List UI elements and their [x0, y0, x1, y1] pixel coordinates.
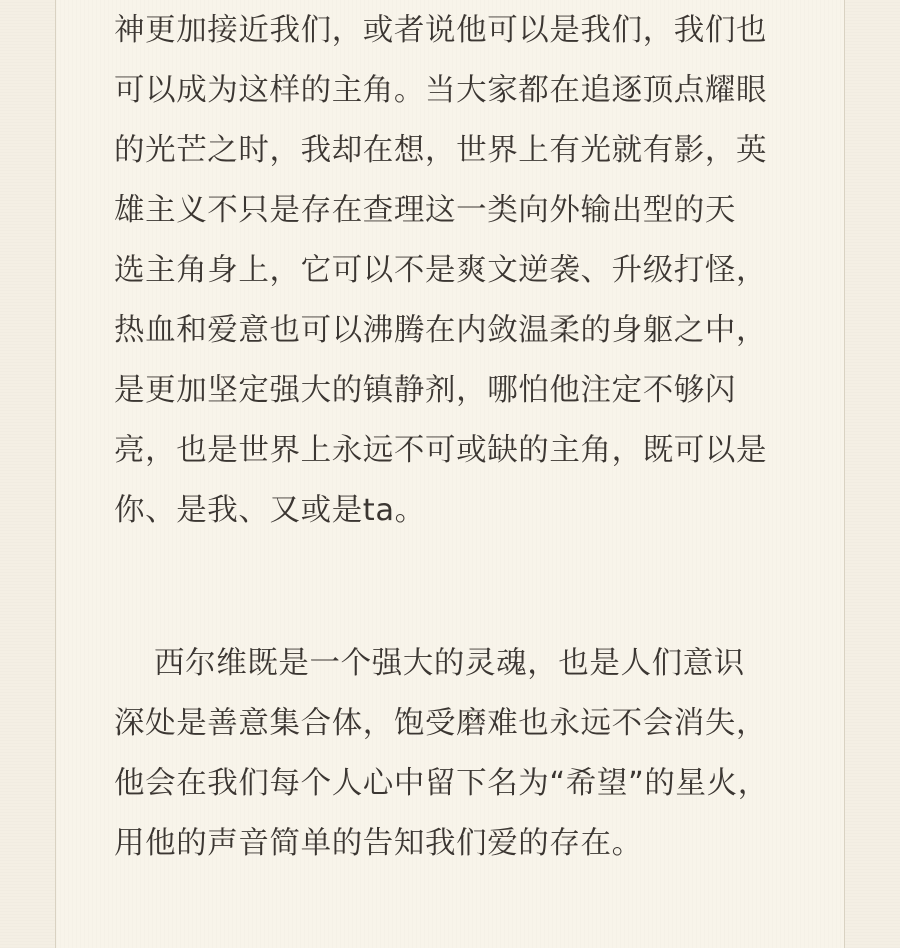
paragraph-line: 用他的声音简单的告知我们爱的存在。 — [114, 826, 643, 861]
paragraph-line: 他会在我们每个人心中留下名为“希望”的星火， — [114, 766, 769, 801]
paragraph-line: 你、是我、又或是ta。 — [114, 493, 426, 528]
paragraph-line: 是更加坚定强大的镇静剂，哪怕他注定不够闪 — [114, 373, 736, 408]
paragraph-line: 西尔维既是一个强大的灵魂，也是人们意识 — [154, 646, 745, 681]
paragraph-line: 的光芒之时，我却在想，世界上有光就有影，英 — [114, 133, 768, 168]
paper-page — [55, 0, 845, 948]
paragraph-line: 亮，也是世界上永远不可或缺的主角，既可以是 — [114, 433, 768, 468]
paragraph-line: 神更加接近我们，或者说他可以是我们，我们也 — [114, 13, 768, 48]
paragraph-line: 雄主义不只是存在查理这一类向外输出型的天 — [114, 193, 736, 228]
article-paragraph-2 — [114, 634, 794, 874]
paragraph-line: 深处是善意集合体，饱受磨难也永远不会消失， — [114, 706, 768, 741]
paragraph-line: 热血和爱意也可以沸腾在内敛温柔的身躯之中， — [114, 313, 768, 348]
paragraph-line: 选主角身上，它可以不是爽文逆袭、升级打怪， — [114, 253, 768, 288]
paragraph-line: 可以成为这样的主角。当大家都在追逐顶点耀眼 — [114, 73, 768, 108]
article-paragraph-1 — [114, 1, 794, 541]
